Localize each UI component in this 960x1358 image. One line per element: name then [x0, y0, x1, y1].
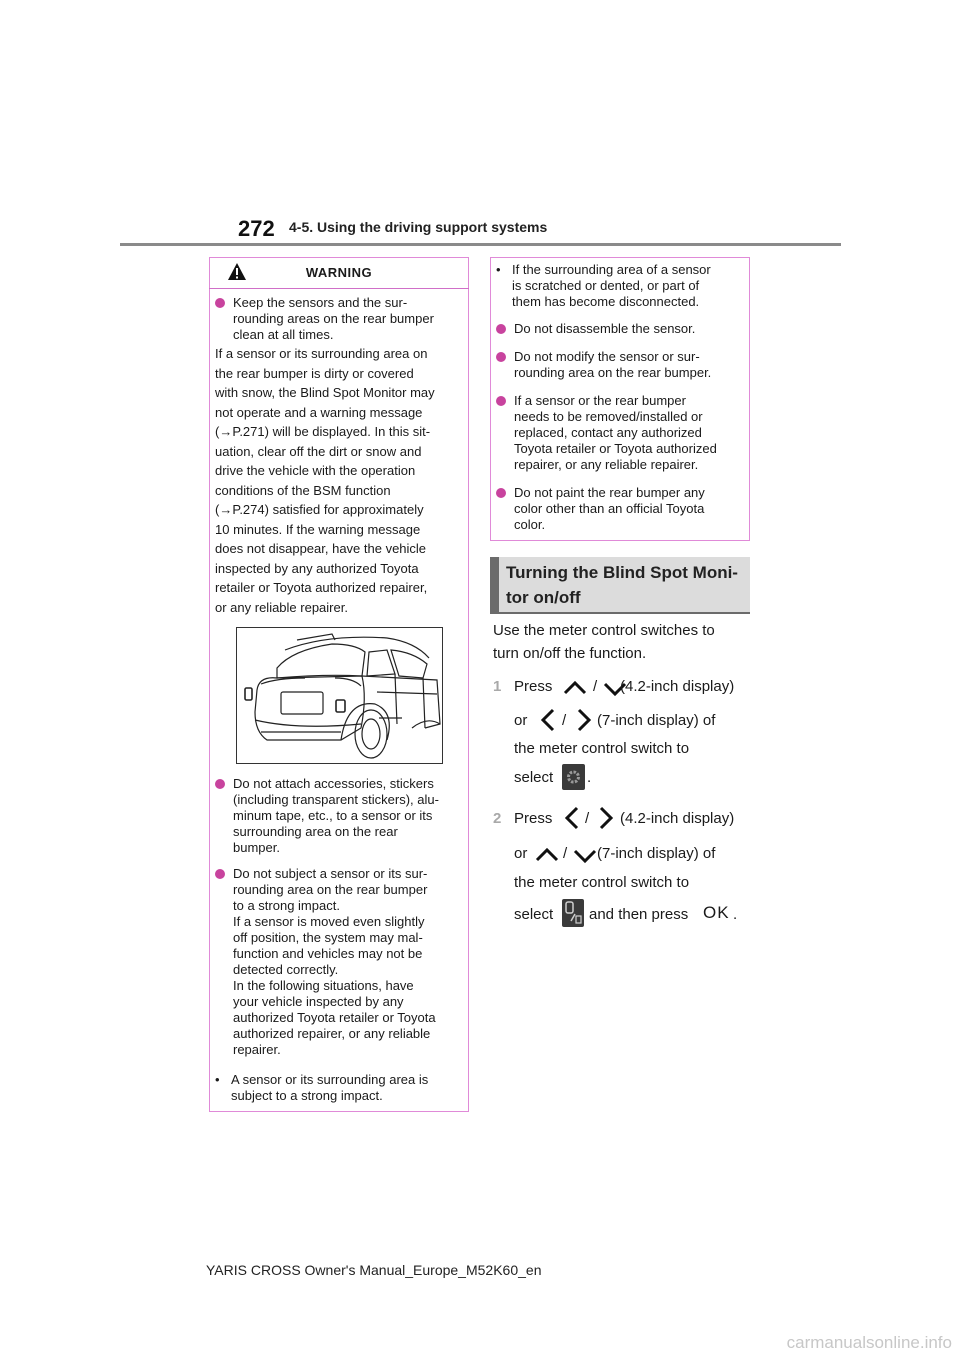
step-1-line3: the meter control switch to: [514, 740, 690, 757]
chevron-down-icon: [572, 848, 598, 864]
step-2-press: Press: [514, 810, 553, 827]
step-1-period: .: [587, 769, 592, 786]
bullet-icon: [215, 298, 225, 308]
bullet-icon: [496, 324, 506, 334]
step-2-slash: /: [585, 810, 590, 827]
intro-line-2: turn on/off the function.: [493, 645, 647, 662]
step-1-press: Press: [514, 678, 553, 695]
step-1-or: or: [514, 712, 528, 729]
page-number: 272: [238, 216, 275, 241]
heading-bar: [490, 557, 499, 614]
chevron-right-icon: [576, 707, 592, 733]
right-bullet-no-disassemble: Do not disassemble the sensor.: [496, 321, 748, 337]
warning-triangle-icon: [227, 262, 247, 281]
step-1-slash-2: /: [562, 712, 567, 729]
bullet-icon: [215, 869, 225, 879]
right-bullet-replace: If a sensor or the rear bumper needs to be removed/installed or replaced, contact any authorized Toyota retailer or Toyota authorized repairer, or any reliable repairer.: [496, 393, 748, 473]
right-bullet-no-modify: Do not modify the sensor or sur- rounding area on the rear bumper.: [496, 349, 748, 381]
step-2-then-press: and then press: [589, 906, 689, 923]
chevron-left-icon: [564, 805, 580, 831]
car-rear-illustration: [236, 627, 443, 764]
step-2-select: select: [514, 906, 554, 923]
heading-underline: [490, 612, 750, 614]
step-2-period: .: [733, 906, 738, 923]
right-bullet-no-paint: Do not paint the rear bumper any color other than an official Toyota color.: [496, 485, 748, 533]
ok-button-icon: OK: [703, 903, 730, 922]
warning-dash-item: • A sensor or its surrounding area is subject to a strong impact.: [215, 1072, 429, 1103]
warning-bullet-no-accessories: Do not attach accessories, stickers (including transparent stickers), alu- minum tape, etc., to a sensor or its surrounding area on the rear bumper.: [215, 776, 467, 856]
step-2-number: 2: [493, 810, 502, 827]
settings-gear-icon: [562, 764, 585, 790]
step-1-select: select: [514, 769, 554, 786]
dash-bullet: •: [215, 1072, 220, 1087]
header-rule: [120, 243, 841, 246]
warning-bullet-keep-clean: Keep the sensors and the sur- rounding areas on the rear bumper clean at all times.: [215, 295, 465, 343]
warning-title: WARNING: [305, 265, 373, 280]
right-dash-item: • If the surrounding area of a sensor is scratched or dented, or part of them has become disconnected.: [496, 262, 711, 309]
step-1-display1: (4.2-inch display): [620, 678, 735, 695]
step-1-number: 1: [493, 678, 502, 695]
watermark: carmanualsonline.info: [786, 1333, 952, 1352]
warning-paragraph: If a sensor or its surrounding area on the rear bumper is dirty or covered with snow, the Blind Spot Monitor may not operate and a warning message (→P.271) will be displayed. In this sit- uation, clear off the dirt or snow and drive the vehicle with the operation conditions of the BSM function (→P.274) satisfied for approximately 10 minutes. If the warning message does not disappear, have the vehicle inspected by any authorized Toyota retailer or Toyota authorized repairer, or any reliable repairer.: [215, 346, 435, 615]
step-2-slash-2: /: [563, 845, 568, 862]
car-rear-drawing: [237, 628, 442, 763]
turning-heading-text: Turning the Blind Spot Moni- tor on/off: [506, 563, 738, 607]
footer-text: YARIS CROSS Owner's Manual_Europe_M52K60_en: [206, 1262, 542, 1278]
chevron-left-icon: [540, 707, 556, 733]
warning-header: [209, 257, 469, 289]
warning-bullet-no-impact: Do not subject a sensor or its sur- rounding area on the rear bumper to a strong impact. If a sensor is moved even slightly off position, the system may mal- function and vehicles may not be detected correctly. In the following situations, have your vehicle inspected by any authorized Toyota retailer or Toyota authorized repairer, or any reliable repairer.: [215, 866, 467, 1058]
bullet-icon: [496, 396, 506, 406]
bullet-icon: [215, 779, 225, 789]
chevron-up-icon: [562, 680, 588, 696]
dash-bullet: •: [496, 262, 501, 277]
bullet-icon: [496, 352, 506, 362]
intro-line-1: Use the meter control switches to: [493, 622, 715, 639]
step-1-slash: /: [593, 678, 598, 695]
step-2-line3: the meter control switch to: [514, 874, 690, 891]
bsm-function-icon: [562, 899, 584, 927]
chevron-up-icon: [534, 847, 560, 863]
chevron-right-icon: [598, 805, 614, 831]
section-title: 4-5. Using the driving support systems: [289, 219, 548, 235]
step-1-display2: (7-inch display) of: [597, 712, 716, 729]
bullet-icon: [496, 488, 506, 498]
step-2-display1: (4.2-inch display): [620, 810, 735, 827]
step-2-display2: (7-inch display) of: [597, 845, 716, 862]
step-2-or: or: [514, 845, 528, 862]
